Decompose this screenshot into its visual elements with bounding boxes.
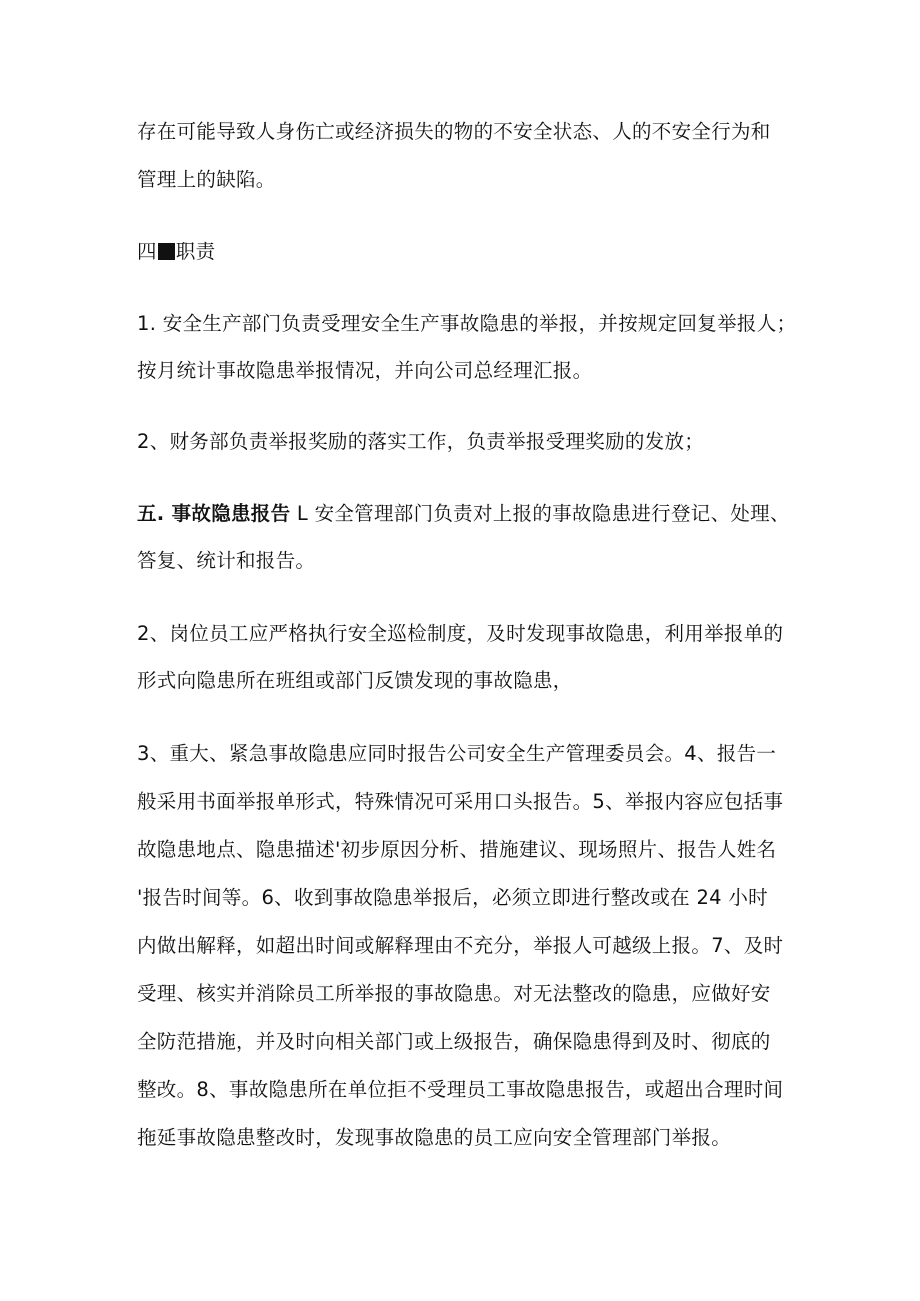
para-3-line-9: 拖延事故隐患整改时，发现事故隐患的员工应向安全管理部门举报。 <box>137 1126 732 1149</box>
section-5-line-2: 答复、统计和报告。 <box>137 549 316 572</box>
section-4-title: 职责 <box>175 240 216 263</box>
duty-1-line-1: 1. 安全生产部门负责受理安全生产事故隐患的举报，并按规定回复举报人； <box>137 312 797 335</box>
section-4-number: 四 <box>137 240 157 263</box>
section-5-heading: 五. 事故隐患报告 <box>137 502 291 525</box>
para-2-line-2: 形式向隐患所在班组或部门反馈发现的事故隐患， <box>137 669 573 692</box>
section-4-heading <box>137 238 215 266</box>
duty-1-line-2: 按月统计事故隐患举报情况，并向公司总经理汇报。 <box>137 359 593 382</box>
para-3-line-5: 内做出解释，如超出时间或解释理由不充分，举报人可越级上报。7、及时 <box>137 934 784 957</box>
para-3-line-6: 受理、核实并消除员工所举报的事故隐患。对无法整改的隐患，应做好安 <box>137 982 771 1005</box>
intro-line-2: 管理上的缺陷。 <box>137 168 276 191</box>
para-3-line-8: 整改。8、事故隐患所在单位拒不受理员工事故隐患报告，或超出合理时间 <box>137 1078 784 1101</box>
intro-line-1: 存在可能导致人身伤亡或经济损失的物的不安全状态、人的不安全行为和 <box>137 120 771 143</box>
para-2-line-1: 2、岗位员工应严格执行安全巡检制度，及时发现事故隐患，利用举报单的 <box>137 622 784 645</box>
black-square-icon <box>158 243 175 260</box>
duty-2-line-1: 2、财务部负责举报奖励的落实工作，负责举报受理奖励的发放； <box>137 430 705 453</box>
para-3-line-7: 全防范措施，并及时向相关部门或上级报告，确保隐患得到及时、彻底的 <box>137 1030 771 1053</box>
section-5-item-1-start: L 安全管理部门负责对上报的事故隐患进行登记、处理、 <box>290 502 790 525</box>
para-3-line-2: 般采用书面举报单形式，特殊情况可采用口头报告。5、举报内容应包括事 <box>137 790 784 813</box>
para-3-line-4: '报告时间等。6、收到事故隐患举报后，必须立即进行整改或在 24 小时 <box>137 886 768 909</box>
section-5-line-1 <box>137 500 790 528</box>
para-3-line-3: 故隐患地点、隐患描述'初步原因分析、措施建议、现场照片、报告人姓名 <box>137 838 777 861</box>
para-3-line-1: 3、重大、紧急事故隐患应同时报告公司安全生产管理委员会。4、报告一 <box>137 742 777 765</box>
